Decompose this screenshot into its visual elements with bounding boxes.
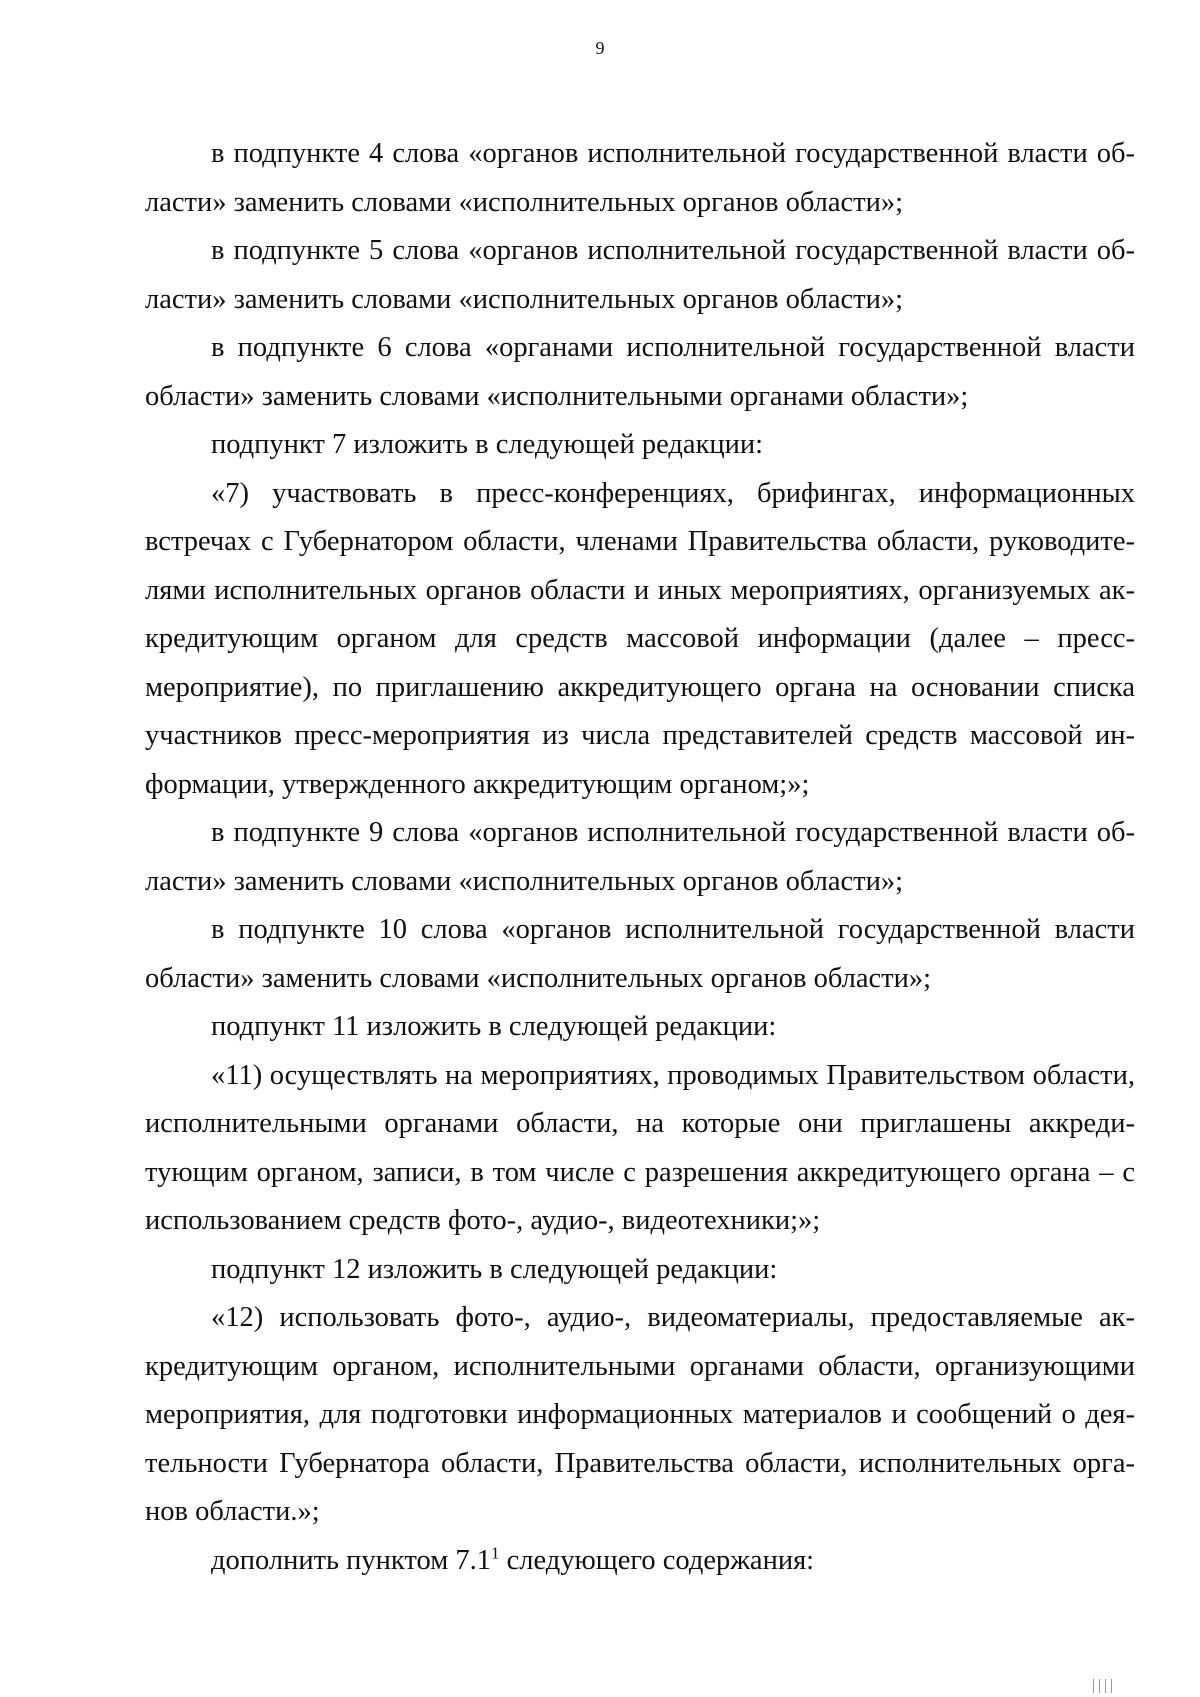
scan-mark bbox=[1099, 1679, 1100, 1693]
scan-mark bbox=[1105, 1679, 1106, 1693]
paragraph-subitem-7-intro: подпункт 7 изложить в следующей редакции: bbox=[211, 429, 764, 460]
paragraph-subitem-12-text: «12) использовать фото-, аудио-, видеоматериалы, предоставляемые аккредитующим органом, исполнительными органами области, организующими мероприятия, для подготовки информационных материалов и сообщений о деятельности Губернатора области, Правительства области, исполнительных органов области.»; bbox=[145, 1302, 1135, 1527]
page-number: 9 bbox=[595, 38, 605, 58]
paragraph-add-item-7-1 bbox=[145, 1537, 1135, 1586]
document-body bbox=[145, 130, 1135, 1585]
scan-edge-marks bbox=[1093, 1679, 1112, 1693]
paragraph-subitem-11-intro: подпункт 11 изложить в следующей редакции: bbox=[211, 1011, 777, 1042]
paragraph-subitem-5: в подпункте 5 слова «органов исполнительной государственной власти области» заменить словами «исполнительных органов области»; bbox=[145, 235, 1135, 315]
paragraph-subitem-7-text: «7) участвовать в пресс-конференциях, брифингах, информационных встречах с Губернатором области, членами Правительства области, руководителями исполнительных органов области и иных мероприятиях, организуемых аккредитующим органом для средств массовой информации (далее – пресс-мероприятие), по приглашению аккредитующего органа на основании списка участников пресс-мероприятия из числа представителей средств массовой информации, утвержденного аккредитующим органом;»; bbox=[145, 477, 1135, 800]
paragraph-subitem-9: в подпункте 9 слова «органов исполнительной государственной власти области» заменить словами «исполнительных органов области»; bbox=[145, 817, 1135, 897]
scan-mark bbox=[1111, 1679, 1112, 1693]
paragraph-subitem-6: в подпункте 6 слова «органами исполнительной государственной власти области» заменить словами «исполнительными органами области»; bbox=[145, 332, 1135, 412]
paragraph-subitem-10: в подпункте 10 слова «органов исполнительной государственной власти области» заменить словами «исполнительных органов области»; bbox=[145, 914, 1135, 994]
paragraph-subitem-11-text: «11) осуществлять на мероприятиях, проводимых Правительством области, исполнительными органами области, на которые они приглашены аккредитующим органом, записи, в том числе с разрешения аккредитующего органа – с использованием средств фото-, аудио-, видеотехники;»; bbox=[145, 1059, 1135, 1236]
paragraph-subitem-12-intro: подпункт 12 изложить в следующей редакции: bbox=[211, 1253, 778, 1285]
paragraph-subitem-4: в подпункте 4 слова «органов исполнительной государственной власти области» заменить словами «исполнительных органов области»; bbox=[145, 138, 1135, 218]
paragraph-add-item-7-1-after: следующего содержания: bbox=[499, 1544, 815, 1576]
superscript-mark: 1 bbox=[490, 1543, 500, 1562]
scan-mark bbox=[1093, 1679, 1094, 1693]
paragraph-add-item-7-1-before: дополнить пунктом 7.1 bbox=[211, 1544, 491, 1576]
